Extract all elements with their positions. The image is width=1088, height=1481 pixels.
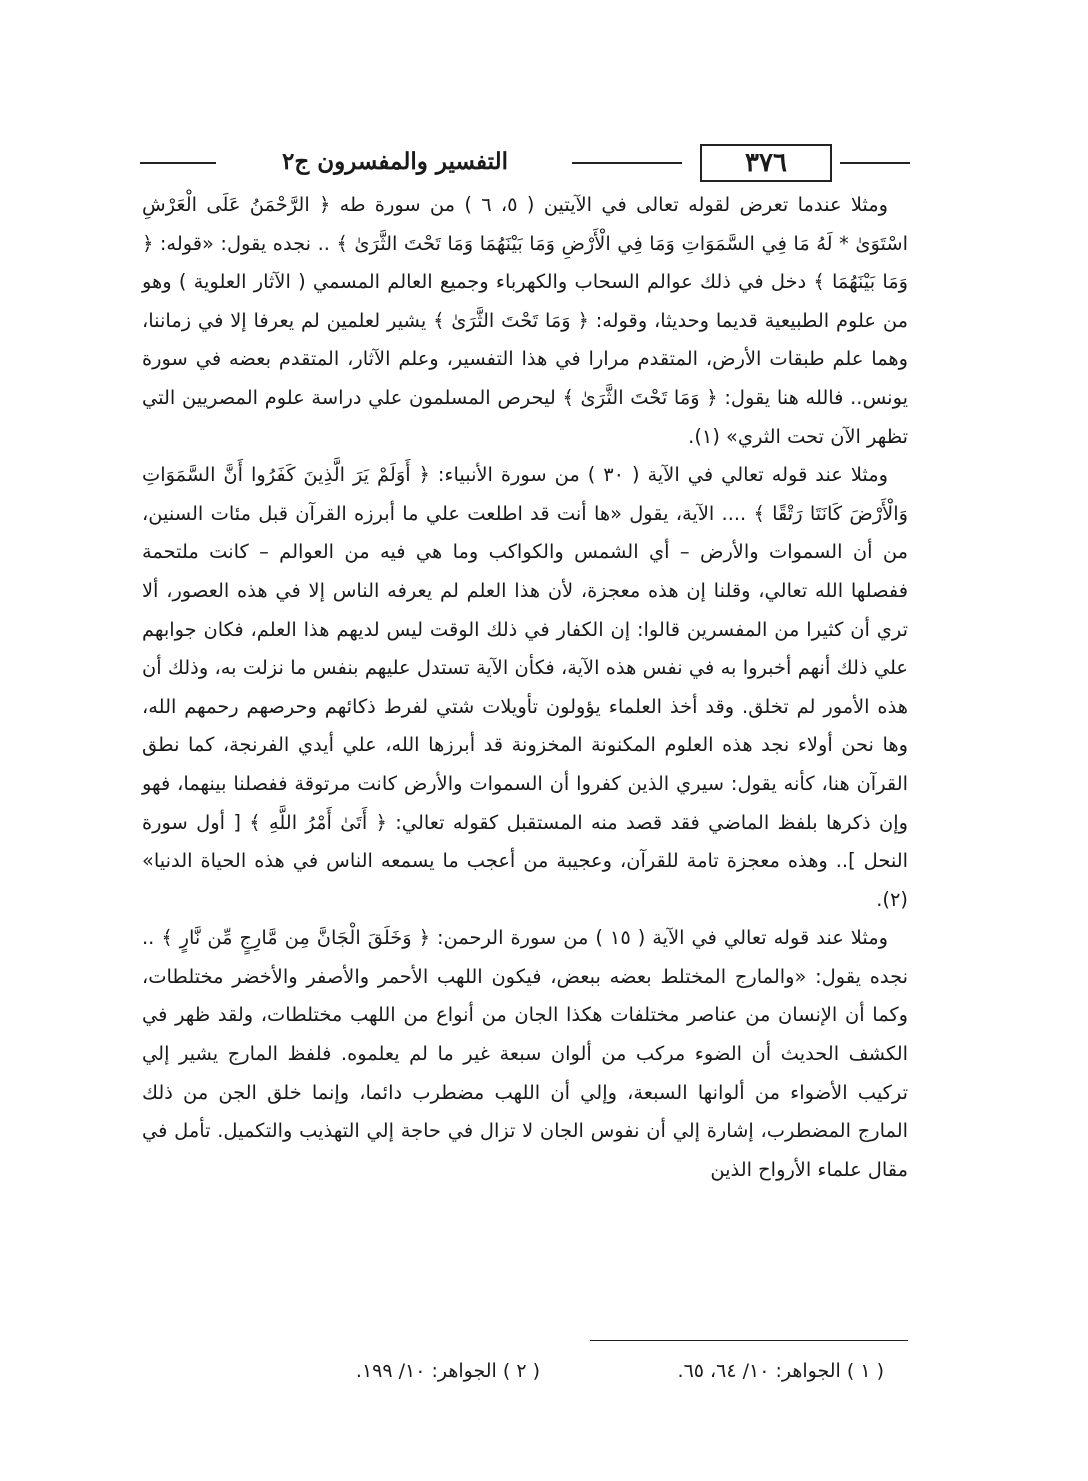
running-title: التفسير والمفسرون ج٢ [282,148,508,175]
header-rule-right [840,162,910,164]
running-header [140,140,910,186]
page-number: ٣٧٦ [700,144,832,182]
footnote-1: ( ١ ) الجواهر: ١٠/ ٦٤، ٦٥. [677,1360,884,1382]
paragraph: ومثلا عندما تعرض لقوله تعالى في الآيتين ( ٥، ٦ ) من سورة طه ﴿ الرَّحْمَنُ عَلَى الْعَرْشِ اسْتَوَىٰ * لَهُ مَا فِي السَّمَوَاتِ وَمَا فِي الْأَرْضِ وَمَا بَيْنَهُمَا وَمَا تَحْتَ الثَّرَىٰ ﴾ .. نجده يقول: «قوله: ﴿ وَمَا بَيْنَهُمَا ﴾ دخل في ذلك عوالم السحاب والكهرباء وجميع العالم المسمي ( الآثار العلوية ) وهو من علوم الطبيعية قديما وحديثا، وقوله: ﴿ وَمَا تَحْتَ الثَّرَىٰ ﴾ يشير لعلمين لم يعرفا إلا في زماننا، وهما علم طبقات الأرض، المتقدم مرارا في هذا التفسير، وعلم الآثار، المتقدم بعضه في سورة يونس.. فالله هنا يقول: ﴿ وَمَا تَحْتَ الثَّرَىٰ ﴾ ليحرص المسلمون علي دراسة علوم المصريين التي تظهر الآن تحت الثري» (١). [142,193,908,448]
footnote-2: ( ٢ ) الجواهر: ١٠/ ١٩٩. [355,1360,540,1382]
paragraph: ومثلا عند قوله تعالي في الآية ( ١٥ ) من سورة الرحمن: ﴿ وَخَلَقَ الْجَانَّ مِن مَّارِجٍ مِّن نَّارٍ ﴾ .. نجده يقول: «والمارج المختلط بعضه ببعض، فيكون اللهب الأحمر والأصفر والأخضر مختلطات، وكما أن الإنسان من عناصر مختلفات هكذا الجان من أنواع من اللهب مختلطات، ولقد ظهر في الكشف الحديث أن الضوء مركب من ألوان سبعة غير ما لم يعلموه. فلفظ المارج يشير إلي تركيب الأضواء من ألوانها السبعة، وإلي أن اللهب مضطرب دائما، وإنما خلق الجن من ذلك المارج المضطرب، إشارة إلي أن نفوس الجان لا تزال في حاجة إلي التهذيب والتكميل. تأمل في مقال علماء الأرواح الذين [142,926,908,1181]
header-rule-left [140,162,216,164]
main-text [142,186,908,1189]
paragraph: ومثلا عند قوله تعالي في الآية ( ٣٠ ) من سورة الأنبياء: ﴿ أَوَلَمْ يَرَ الَّذِينَ كَفَرُوا أَنَّ السَّمَوَاتِ وَالْأَرْضَ كَانَتَا رَتْقًا ﴾ .... الآية، يقول «ها أنت قد اطلعت علي ما أبرزه القرآن قبل مئات السنين، من أن السموات والأرض – أي الشمس والكواكب وما هي فيه من العوالم – كانت ملتحمة ففصلها الله تعالي، وقلنا إن هذه معجزة، لأن هذا العلم لم يعرفه الناس إلا في هذه العصور، ألا تري أن كثيرا من المفسرين قالوا: إن الكفار في ذلك الوقت ليس لديهم هذا العلم، فكان جوابهم علي ذلك أنهم أخبروا به في نفس هذه الآية، فكأن الآية تستدل عليهم بنفس ما نزلت به، وذلك أن هذه الأمور لم تخلق. وقد أخذ العلماء يؤولون تأويلات شتي لفرط ذكائهم وحرصهم رحمهم الله، وها نحن أولاء نجد هذه العلوم المكنونة المخزونة قد أبرزها الله، علي أيدي الفرنجة، كما نطق القرآن هنا، كأنه يقول: سيري الذين كفروا أن السموات والأرض كانت مرتوقة ففصلنا بينهما، فهو وإن ذكرها بلفظ الماضي فقد قصد منه المستقبل كقوله تعالي: ﴿ أَتَىٰ أَمْرُ اللَّهِ ﴾ [ أول سورة النحل ].. وهذه معجزة تامة للقرآن، وعجيبة من أعجب ما يسمعه الناس في هذه الحياة الدنيا» (٢). [142,463,908,911]
footnote-separator [590,1340,908,1341]
footnotes [280,1360,900,1396]
header-rule-middle [572,162,682,164]
